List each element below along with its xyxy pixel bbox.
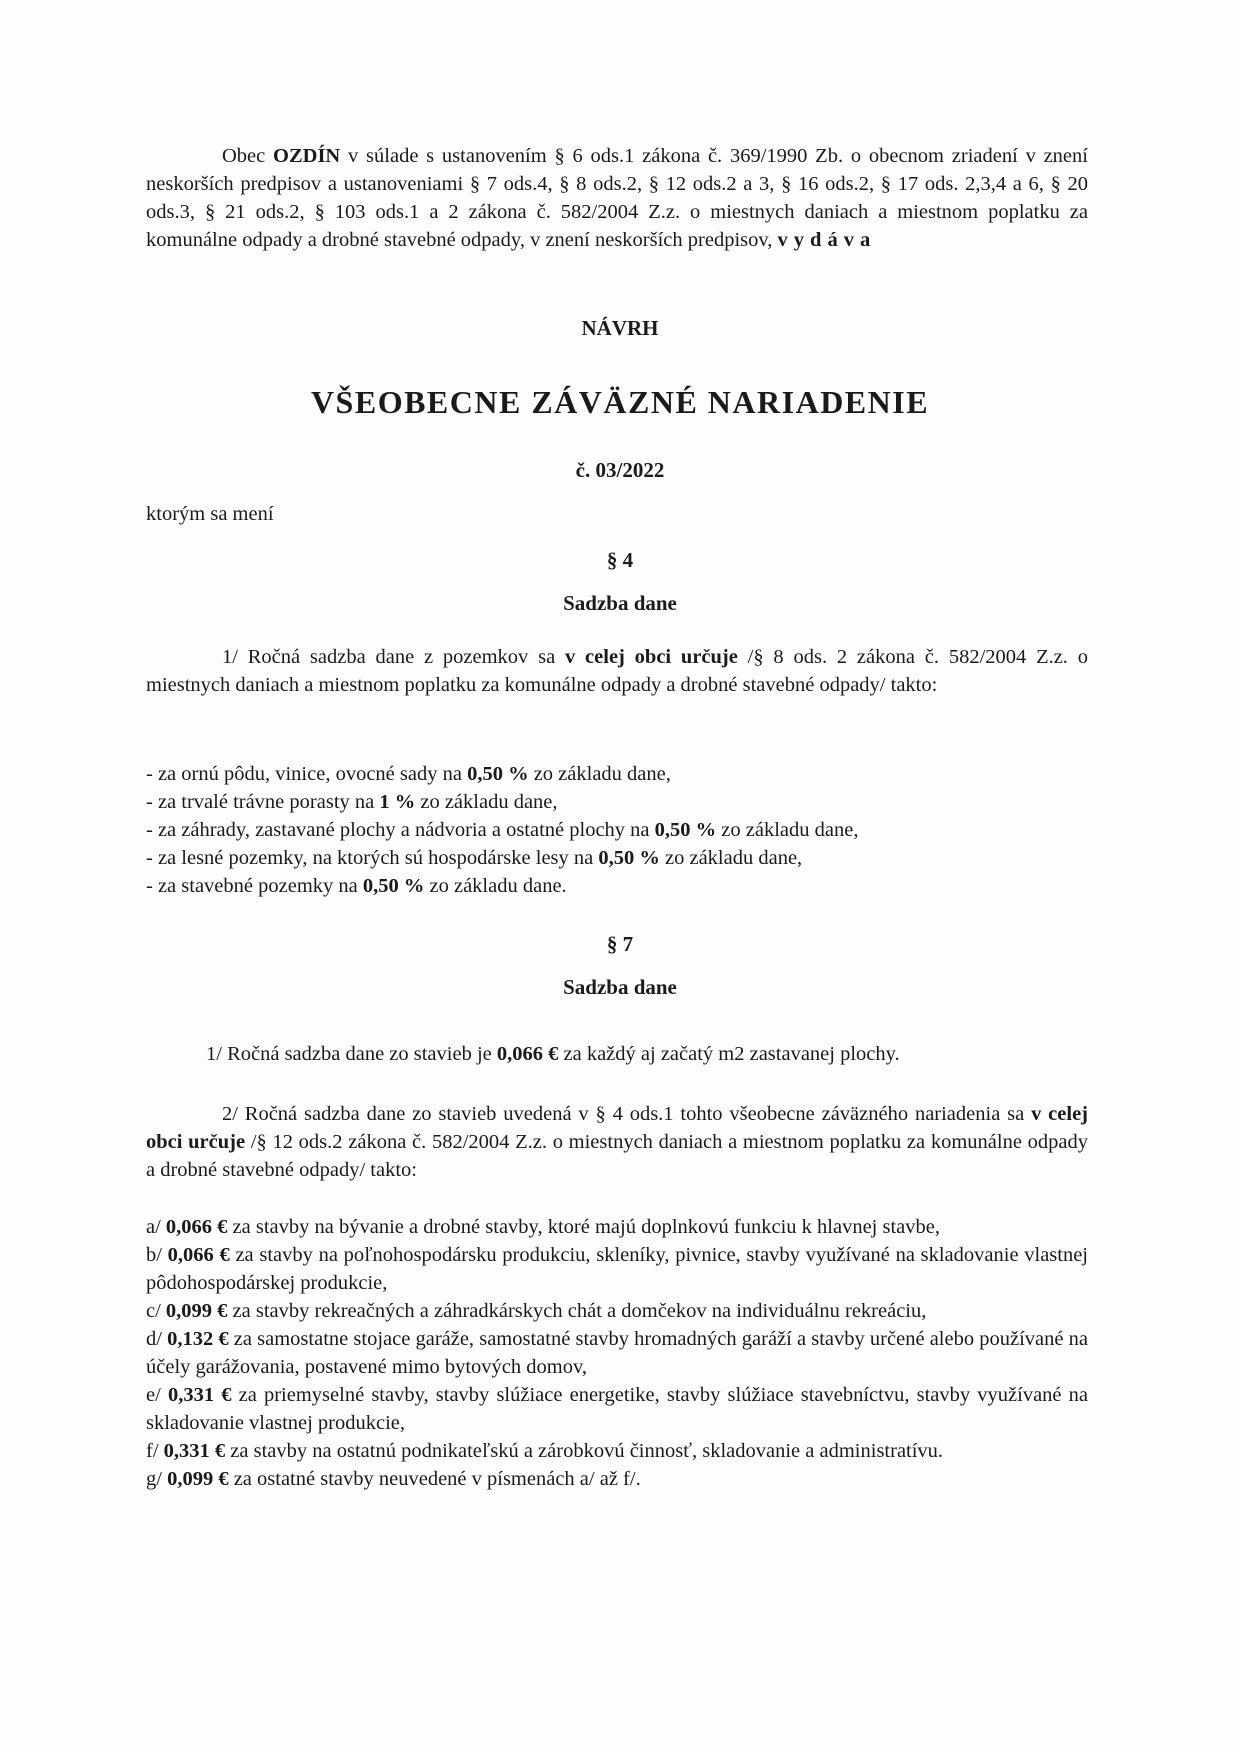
section-4-p1-text-a: 1/ Ročná sadzba dane z pozemkov sa — [222, 646, 565, 668]
amends-label: ktorým sa mení — [146, 503, 274, 525]
list-item — [146, 816, 1088, 844]
section-7-p2-text-c: /§ 12 ods.2 zákona č. 582/2004 Z.z. o miestnych daniach a miestnom poplatku za komunálne odpady a drobné stavebné odpady/ takto: — [146, 1131, 1088, 1181]
item-letter: f/ — [146, 1440, 164, 1462]
item-text: za stavby na bývanie a drobné stavby, ktoré majú doplnkovú funkciu k hlavnej stavbe, — [227, 1216, 940, 1238]
list-item — [146, 844, 1088, 872]
building-tax-rate-list — [146, 1213, 1088, 1493]
item-rate: 0,331 € — [163, 1440, 226, 1462]
section-4-p1-text-c: /§ 8 ods. 2 zákona č. 582/2004 Z.z. o miestnych daniach a miestnom poplatku za komunálne odpady a drobné stavebné odpady/ takto: — [146, 646, 1088, 696]
section-4-number: § 4 — [606, 548, 634, 572]
list-item — [146, 1297, 1088, 1325]
item-rate: 0,50 % — [654, 819, 717, 841]
item-letter: a/ — [146, 1216, 166, 1238]
section-7-p1-text-c: za každý aj začatý m2 zastavanej plochy. — [558, 1043, 900, 1065]
list-item — [146, 1325, 1088, 1381]
item-letter: b/ — [146, 1244, 168, 1266]
issues-keyword: vydáva — [777, 229, 877, 251]
section-4-heading: Sadzba dane — [563, 591, 677, 615]
section-7-p2-text-a: 2/ Ročná sadzba dane zo stavieb uvedená v § 4 ods.1 tohto všeobecne záväzného nariadenia sa — [222, 1103, 1032, 1125]
list-item — [146, 1465, 1088, 1493]
land-tax-rate-list — [146, 760, 1088, 900]
item-rate: 0,099 € — [165, 1300, 228, 1322]
item-text: zo základu dane, — [659, 847, 803, 869]
item-rate: 0,50 % — [598, 847, 660, 869]
item-text: zo základu dane, — [415, 791, 558, 813]
item-text: za stavby na ostatnú podnikateľskú a zárobkovú činnosť, skladovanie a administratívu. — [225, 1440, 944, 1462]
item-letter: c/ — [146, 1300, 166, 1322]
item-rate: 1 % — [379, 791, 416, 813]
section-7-paragraph-1 — [146, 1040, 1088, 1068]
item-rate: 0,066 € — [165, 1216, 228, 1238]
item-letter: e/ — [146, 1384, 168, 1406]
section-7-number: § 7 — [606, 932, 634, 956]
item-text: zo základu dane, — [528, 763, 671, 785]
list-item — [146, 788, 1088, 816]
section-7-paragraph-2 — [146, 1100, 1088, 1184]
municipality-name: OZDÍN — [273, 145, 341, 167]
list-item — [146, 1213, 1088, 1241]
item-text: - za lesné pozemky, na ktorých sú hospodárske lesy na — [146, 847, 599, 869]
document-number: č. 03/2022 — [575, 458, 665, 482]
item-text: - za záhrady, zastavané plochy a nádvoria a ostatné plochy na — [146, 819, 655, 841]
list-item — [146, 872, 1088, 900]
item-rate: 0,331 € — [167, 1384, 232, 1406]
section-7-p2-text-b: v celej obci určuje — [146, 1103, 1088, 1153]
section-4-p1-text-b: v celej obci určuje — [565, 646, 738, 668]
draft-label: NÁVRH — [581, 316, 659, 340]
item-text: - za ornú pôdu, vinice, ovocné sady na — [146, 763, 468, 785]
list-item — [146, 760, 1088, 788]
item-text: zo základu dane. — [424, 875, 567, 897]
item-rate: 0,50 % — [467, 763, 529, 785]
section-4-paragraph-1 — [146, 643, 1088, 699]
item-rate: 0,099 € — [167, 1468, 229, 1490]
list-item — [146, 1241, 1088, 1297]
item-text: za priemyselné stavby, stavby slúžiace energetike, stavby slúžiace stavebníctvu, stavby využívané na skladovanie vlastnej produkcie, — [146, 1384, 1089, 1434]
item-text: za stavby na poľnohospodársku produkciu, skleníky, pivnice, stavby využívané na skladovanie vlastnej pôdohospodárskej produkcie, — [146, 1244, 1089, 1294]
item-rate: 0,50 % — [362, 875, 425, 897]
list-item — [146, 1437, 1088, 1465]
item-rate: 0,132 € — [167, 1328, 229, 1350]
item-letter: g/ — [146, 1468, 168, 1490]
intro-text-start: Obec — [222, 145, 274, 167]
item-rate: 0,066 € — [167, 1244, 230, 1266]
section-7-p1-rate: 0,066 € — [496, 1043, 559, 1065]
item-text: - za stavebné pozemky na — [146, 875, 363, 897]
section-7-heading: Sadzba dane — [563, 975, 677, 999]
list-item — [146, 1381, 1088, 1437]
document-title: VŠEOBECNE ZÁVÄZNÉ NARIADENIE — [310, 384, 930, 420]
intro-text-body: v súlade s ustanovením § 6 ods.1 zákona č. 369/1990 Zb. o obecnom zriadení v znení neskorších predpisov a ustanoveniami § 7 ods.4, § 8 ods.2, § 12 ods.2 a 3, § 16 ods.2, § 17 ods. 2,3,4 a 6, § 20 ods.3, § 21 ods.2, § 103 ods.1 a 2 zákona č. 582/2004 Z.z. o miestnych daniach a miestnom poplatku za komunálne odpady a drobné stavebné odpady, v znení neskorších predpisov, — [146, 145, 1088, 251]
intro-paragraph — [146, 142, 1088, 254]
section-7-p1-text-a: 1/ Ročná sadzba dane zo stavieb je — [206, 1043, 497, 1065]
item-letter: d/ — [146, 1328, 168, 1350]
item-text: za ostatné stavby neuvedené v písmenách a/ až f/. — [228, 1468, 641, 1490]
item-text: za samostatne stojace garáže, samostatné stavby hromadných garáží a stavby určené alebo používané na účely garážovania, postavené mimo bytových domov, — [146, 1328, 1088, 1378]
item-text: - za trvalé trávne porasty na — [146, 791, 380, 813]
item-text: za stavby rekreačných a záhradkárskych chát a domčekov na individuálnu rekreáciu, — [227, 1300, 927, 1322]
item-text: zo základu dane, — [716, 819, 859, 841]
